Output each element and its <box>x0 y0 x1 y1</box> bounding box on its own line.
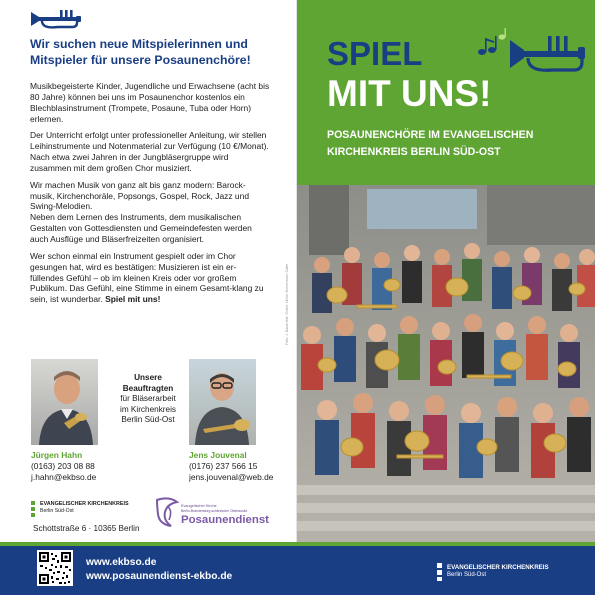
logo-square <box>437 563 442 568</box>
footer-stripe <box>0 542 595 546</box>
intro-paragraph: Musikbegeisterte Kinder, Jugendliche und Erwachsene (acht bis 80 Jahre) können bei uns im Posaunenchor kostenlos ein Blechblasinstrument (Trompete, Posaune, Tuba oder Horn) erlernen. <box>30 81 270 124</box>
posaunendienst-logo <box>153 494 288 530</box>
qr-code-graphic <box>37 550 73 586</box>
activities-paragraph: Neben dem Lernen des Instruments, dem musikalischen Gestalten von Gottesdiensten und Gemeindefesten werden auch Ausflüge und Bläserfreizeiten organisiert. <box>30 212 252 244</box>
contact-email[interactable]: jens.jouvenal@web.de <box>189 472 274 482</box>
trumpet-icon <box>30 7 82 31</box>
intro-text <box>30 81 270 311</box>
invitation-text: Wer schon einmal ein Instrument gespielt oder im Chor gesungen hat, wird es bestätigen: Musizieren ist ein er-füllendes Gefühl – ob im kleinen Kreis oder vor großem Publikum. Das Gefühl, eine Stimme in einem Gesamt-klang zu sein, ist wunderbar. <box>30 250 264 305</box>
contact-juergen-hahn <box>31 450 141 483</box>
brass-choir-photo <box>297 185 595 542</box>
contact-name: Jens Jouvenal <box>189 450 247 460</box>
delegates-caption <box>108 373 188 426</box>
footer-url-ekbso[interactable]: www.ekbso.de <box>86 557 157 568</box>
posaunendienst-logo-icon <box>153 494 183 530</box>
logo-square <box>31 513 35 517</box>
invitation-paragraph <box>30 251 270 305</box>
logo-square <box>437 570 442 575</box>
title-mit-uns: MIT UNS! <box>327 73 492 114</box>
title-spiel: SPIEL <box>327 35 423 72</box>
ekb-logo-left <box>31 501 151 519</box>
subtitle-line1: POSAUNENCHÖRE IM EVANGELISCHEN <box>327 129 534 141</box>
ekb-footer-sub: Berlin Süd-Ost <box>447 572 487 578</box>
delegates-title-line2: Beauftragten <box>122 383 174 393</box>
logo-square <box>437 577 442 581</box>
repertoire-paragraph: Wir machen Musik von ganz alt bis ganz modern: Barock-musik, Kirchenchoräle, Popsongs, Gospel, Rock, Jazz und Swing-Melodien. <box>30 179 250 212</box>
delegates-line2: im Kirchenkreis <box>120 404 176 414</box>
lessons-paragraph: Der Unterricht erfolgt unter professioneller Anleitung, wir stellen Leihinstrumente und Notenmaterial zur Verfügung (10 €/Monat). Nach etwa zwei Jahren in der Jungbläsergruppe wird zusammen mit dem großen Chor musiziert. <box>30 130 269 173</box>
invitation-callout: Spiel mit uns! <box>105 294 161 305</box>
posaunendienst-org: Evangelischer Kirche <box>181 504 217 508</box>
jens-jouvenal-photo <box>189 359 256 445</box>
ekb-footer-name: EVANGELISCHER KIRCHENKREIS <box>447 564 549 571</box>
logo-square <box>31 501 35 505</box>
recruiting-heading: Wir suchen neue Mitspielerinnen und Mitspieler für unsere Posaunenchöre! <box>30 37 251 67</box>
photo-credit: Foto: J. Bauerfeld, Grafik: Ulrike Sicherneuer-Catte <box>285 263 289 345</box>
contact-phone[interactable]: (0163) 203 08 88 <box>31 461 95 471</box>
posaunendienst-region: Berlin-Brandenburg-schlesische Oberlausitz <box>181 509 248 513</box>
footer-url-posaunendienst[interactable]: www.posaunendienst-ekbo.de <box>86 571 233 582</box>
ekb-logo-name: EVANGELISCHER KIRCHENKREIS <box>40 501 129 507</box>
logo-square <box>31 507 35 511</box>
contact-jens-jouvenal <box>189 450 299 483</box>
juergen-hahn-photo <box>31 359 98 445</box>
portrait-illustration <box>189 359 256 445</box>
delegates-line1: für Bläserarbeit <box>120 394 176 404</box>
contact-phone[interactable]: (0176) 237 566 15 <box>189 461 258 471</box>
subtitle <box>327 127 587 161</box>
portrait-illustration <box>31 359 98 445</box>
subtitle-line2: KIRCHENKREIS BERLIN SÜD-OST <box>327 146 501 158</box>
delegates-line3: Berlin Süd-Ost <box>121 415 175 425</box>
ekb-logo-footer <box>437 557 587 581</box>
address: Schottstraße 6 · 10365 Berlin <box>33 524 140 533</box>
delegates-title-line1: Unsere <box>134 373 162 382</box>
contact-email[interactable]: j.hahn@ekbso.de <box>31 472 97 482</box>
trumpet-with-notes-icon <box>476 28 586 76</box>
ekb-logo-sub: Berlin Süd-Ost <box>40 508 74 514</box>
contact-name: Jürgen Hahn <box>31 450 83 460</box>
posaunendienst-name: Posaunendienst <box>181 514 269 526</box>
group-photo-illustration <box>297 185 595 542</box>
qr-code-icon[interactable] <box>37 550 73 586</box>
